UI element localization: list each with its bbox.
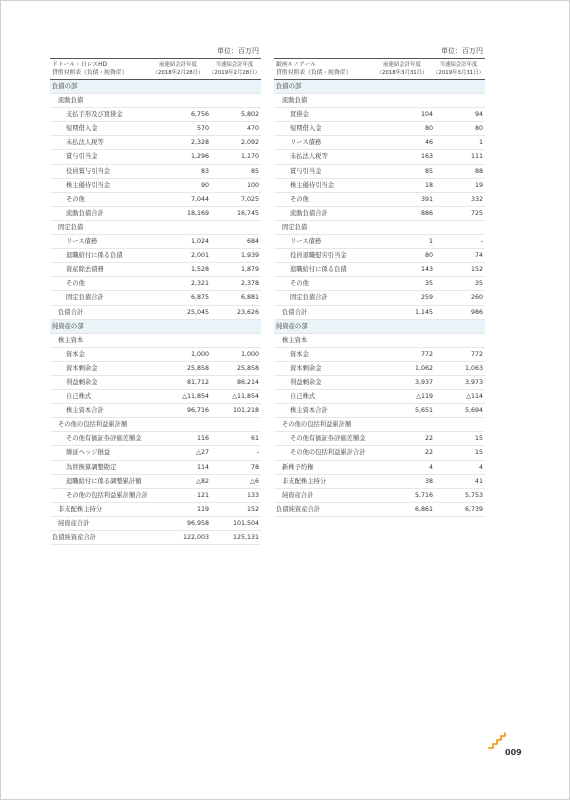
row-label: 負債合計 bbox=[58, 308, 84, 316]
prev-period-value: 1 bbox=[428, 238, 433, 246]
company-name: 銀座ルノアール bbox=[276, 62, 317, 68]
table-row bbox=[274, 348, 485, 362]
section-row bbox=[274, 80, 485, 94]
table-row bbox=[50, 404, 261, 418]
row-label: その他の包括利益累計額合計 bbox=[66, 491, 148, 499]
curr-period-value: 5,802 bbox=[240, 111, 259, 119]
curr-period-value: △114 bbox=[466, 393, 483, 401]
row-label: その他の包括利益累計額 bbox=[282, 421, 352, 429]
curr-period-value: 35 bbox=[474, 280, 483, 288]
prev-period-value: 85 bbox=[424, 167, 433, 175]
row-label: 株主資本合計 bbox=[290, 407, 328, 415]
row-label: リース債務 bbox=[290, 139, 322, 147]
table-row bbox=[274, 418, 485, 432]
table-row bbox=[274, 221, 485, 235]
curr-period-date: （2019年3月31日） bbox=[433, 70, 484, 76]
row-label: 退職給付に係る調整累計額 bbox=[66, 477, 142, 485]
prev-period-value: 121 bbox=[196, 491, 209, 499]
table-row bbox=[274, 390, 485, 404]
section-row bbox=[50, 320, 261, 334]
row-label: 資本金 bbox=[66, 350, 85, 358]
table-row bbox=[50, 376, 261, 390]
curr-period-value: 111 bbox=[470, 153, 483, 161]
curr-period-value: 74 bbox=[474, 252, 483, 260]
prev-period-value: 1,062 bbox=[414, 364, 433, 372]
row-label: 負債純資産合計 bbox=[276, 505, 321, 513]
section-row bbox=[274, 320, 485, 334]
curr-period-value: 152 bbox=[470, 266, 483, 274]
table-row bbox=[274, 277, 485, 291]
curr-period-value: 2,092 bbox=[240, 139, 259, 147]
table-row bbox=[50, 235, 261, 249]
curr-period-value: 5,694 bbox=[464, 407, 483, 415]
curr-period-value: 4 bbox=[478, 463, 483, 471]
row-label: 自己株式 bbox=[66, 393, 92, 401]
prev-period-value: 1,528 bbox=[190, 266, 209, 274]
table-row bbox=[274, 376, 485, 390]
row-label: 資産除去債務 bbox=[66, 266, 104, 274]
row-label: 役員賞与引当金 bbox=[66, 167, 111, 175]
table-row bbox=[50, 221, 261, 235]
table-header bbox=[50, 58, 261, 80]
page-number: 009 bbox=[505, 748, 522, 757]
curr-period-value: 15 bbox=[474, 435, 483, 443]
row-label: 流動負債 bbox=[282, 97, 308, 105]
table-title bbox=[276, 61, 351, 77]
table-row bbox=[274, 108, 485, 122]
prev-period-value: 1,296 bbox=[190, 153, 209, 161]
prev-period-value: 80 bbox=[424, 252, 433, 260]
curr-period-value: 15 bbox=[474, 449, 483, 457]
table-row bbox=[274, 122, 485, 136]
curr-period-value: 85 bbox=[250, 167, 259, 175]
curr-period-value: 1,879 bbox=[240, 266, 259, 274]
table-row bbox=[274, 306, 485, 320]
table-row bbox=[274, 150, 485, 164]
table-row bbox=[50, 277, 261, 291]
prev-period-value: 1,000 bbox=[190, 350, 209, 358]
row-label: 短期借入金 bbox=[66, 125, 98, 133]
unit-label: 単位：百万円 bbox=[441, 47, 483, 55]
row-label: 株主資本 bbox=[58, 336, 84, 344]
curr-period-value: - bbox=[480, 238, 483, 246]
row-label: 株主資本 bbox=[282, 336, 308, 344]
row-label: その他有価証券評価差額金 bbox=[66, 435, 142, 443]
row-label: 純資産の部 bbox=[276, 322, 308, 330]
prev-period-date: （2018年3月31日） bbox=[376, 70, 428, 76]
row-label: 固定負債合計 bbox=[66, 294, 104, 302]
prev-period-value: 886 bbox=[420, 209, 433, 217]
section-row bbox=[50, 80, 261, 94]
table-row bbox=[274, 193, 485, 207]
prev-period-value: 25,858 bbox=[186, 364, 209, 372]
curr-period-value: 152 bbox=[246, 505, 259, 513]
curr-period-value: △6 bbox=[250, 477, 259, 485]
prev-period-value: 772 bbox=[420, 350, 433, 358]
table-row bbox=[50, 291, 261, 305]
curr-period-value: 986 bbox=[470, 308, 483, 316]
table-row bbox=[50, 179, 261, 193]
row-label: 未払法人税等 bbox=[66, 139, 104, 147]
prev-period-value: 90 bbox=[200, 181, 209, 189]
curr-period-value: 86,214 bbox=[236, 378, 259, 386]
table-row bbox=[50, 531, 261, 545]
row-label: 未払法人税等 bbox=[290, 153, 328, 161]
curr-period-value: 1,939 bbox=[240, 252, 259, 260]
prev-period-value: 35 bbox=[424, 280, 433, 288]
row-label: 流動負債合計 bbox=[290, 209, 328, 217]
row-label: 退職給付に係る負債 bbox=[66, 252, 123, 260]
curr-period-value: 19 bbox=[474, 181, 483, 189]
row-label: 固定負債合計 bbox=[290, 294, 328, 302]
prev-period-value: 2,321 bbox=[190, 280, 209, 288]
row-label: 負債の部 bbox=[276, 83, 302, 90]
row-label: 純資産合計 bbox=[58, 519, 90, 527]
statement-title: 貸借対照表（負債・純資産） bbox=[276, 70, 352, 76]
table-row bbox=[274, 249, 485, 263]
table-row bbox=[50, 136, 261, 150]
row-label: 利益剰余金 bbox=[66, 378, 98, 386]
row-label: 資本剰余金 bbox=[66, 364, 98, 372]
prev-period-value: 1,145 bbox=[414, 308, 433, 316]
table-row bbox=[274, 136, 485, 150]
table-row bbox=[50, 418, 261, 432]
curr-period-value: 61 bbox=[250, 435, 259, 443]
curr-period-value: 41 bbox=[474, 477, 483, 485]
prev-period-value: 122,003 bbox=[182, 534, 209, 541]
table-row bbox=[274, 235, 485, 249]
curr-period-value: 101,218 bbox=[232, 407, 259, 415]
prev-period-value: 96,958 bbox=[186, 519, 209, 527]
curr-period-value: 2,378 bbox=[240, 280, 259, 288]
curr-period-value: 260 bbox=[470, 294, 483, 302]
prev-period-value: 116 bbox=[196, 435, 209, 443]
table-row bbox=[274, 475, 485, 489]
table-row bbox=[50, 362, 261, 376]
statement-title: 貸借対照表（負債・純資産） bbox=[52, 70, 128, 76]
curr-period-value: 470 bbox=[246, 125, 259, 133]
curr-period-value: - bbox=[256, 449, 259, 457]
table-row bbox=[50, 193, 261, 207]
table-header bbox=[274, 58, 485, 80]
table-row bbox=[50, 390, 261, 404]
row-label: 役員退職慰労引当金 bbox=[290, 252, 347, 260]
prev-period-value: 18 bbox=[424, 181, 433, 189]
table-row bbox=[50, 108, 261, 122]
curr-period-value: 25,858 bbox=[236, 364, 259, 372]
prev-period-value: 143 bbox=[420, 266, 433, 274]
curr-period-label: 当連結会計年度 bbox=[439, 62, 478, 68]
row-label: 新株予約権 bbox=[282, 463, 314, 471]
row-label: 流動負債 bbox=[58, 97, 84, 105]
row-label: 負債合計 bbox=[282, 308, 308, 316]
row-label: 為替換算調整勘定 bbox=[66, 463, 117, 471]
row-label: 株主優待引当金 bbox=[290, 181, 335, 189]
row-label: 非支配株主持分 bbox=[282, 477, 327, 485]
row-label: リース債務 bbox=[290, 238, 322, 246]
prev-period-value: 83 bbox=[200, 167, 209, 175]
prev-period-value: 2,328 bbox=[190, 139, 209, 147]
row-label: その他の包括利益累計額 bbox=[58, 421, 128, 429]
prev-period-value: 1,024 bbox=[190, 238, 209, 246]
prev-period-value: 96,716 bbox=[186, 407, 209, 415]
curr-period-value: 1 bbox=[478, 139, 483, 147]
table-row bbox=[50, 334, 261, 348]
prev-period-value: 114 bbox=[196, 463, 209, 471]
table-row bbox=[50, 432, 261, 446]
table-row bbox=[274, 94, 485, 108]
row-label: 固定負債 bbox=[58, 223, 84, 231]
curr-period-value: 88 bbox=[474, 167, 483, 175]
prev-period-value: △27 bbox=[196, 449, 209, 457]
curr-period-value: 16,745 bbox=[236, 209, 259, 217]
prev-period-value: 6,875 bbox=[190, 294, 209, 302]
table-row bbox=[274, 404, 485, 418]
prev-period-value: 163 bbox=[420, 153, 433, 161]
table-row bbox=[274, 179, 485, 193]
table-row bbox=[50, 503, 261, 517]
curr-period-value: 94 bbox=[474, 111, 483, 119]
prev-period-value: 5,716 bbox=[414, 491, 433, 499]
prev-period-header bbox=[148, 61, 208, 77]
table-row bbox=[274, 461, 485, 475]
table-row bbox=[274, 291, 485, 305]
row-label: その他 bbox=[66, 280, 85, 288]
prev-period-value: 2,001 bbox=[190, 252, 209, 260]
prev-period-value: 570 bbox=[196, 125, 209, 133]
table-row bbox=[50, 306, 261, 320]
row-label: 繰延ヘッジ損益 bbox=[66, 449, 111, 457]
row-label: 退職給付に係る負債 bbox=[290, 266, 347, 274]
prev-period-header bbox=[372, 61, 432, 77]
prev-period-value: 81,712 bbox=[186, 378, 209, 386]
curr-period-value: 7,025 bbox=[240, 195, 259, 203]
table-row bbox=[274, 207, 485, 221]
prev-period-value: 38 bbox=[424, 477, 433, 485]
curr-period-value: 6,881 bbox=[240, 294, 259, 302]
row-label: その他 bbox=[66, 195, 85, 203]
prev-period-value: 6,756 bbox=[190, 111, 209, 119]
row-label: 株主資本合計 bbox=[66, 407, 104, 415]
row-label: 賞与引当金 bbox=[66, 153, 98, 161]
row-label: 買掛金 bbox=[290, 111, 309, 119]
row-label: 資本剰余金 bbox=[290, 364, 322, 372]
curr-period-value: 332 bbox=[470, 195, 483, 203]
table-row bbox=[50, 446, 261, 460]
prev-period-value: 80 bbox=[424, 125, 433, 133]
row-label: 純資産の部 bbox=[52, 322, 84, 330]
row-label: その他 bbox=[290, 280, 309, 288]
row-label: 資本金 bbox=[290, 350, 309, 358]
row-label: その他有価証券評価差額金 bbox=[290, 435, 366, 443]
curr-period-value: 6,739 bbox=[464, 505, 483, 513]
prev-period-value: 104 bbox=[420, 111, 433, 119]
row-label: 非支配株主持分 bbox=[58, 505, 103, 513]
curr-period-value: 1,063 bbox=[464, 364, 483, 372]
table-row bbox=[50, 489, 261, 503]
table-row bbox=[274, 432, 485, 446]
row-label: 自己株式 bbox=[290, 393, 316, 401]
curr-period-value: 133 bbox=[246, 491, 259, 499]
prev-period-value: 4 bbox=[428, 463, 433, 471]
left-balance-sheet bbox=[50, 46, 261, 545]
curr-period-value: 80 bbox=[474, 125, 483, 133]
row-label: 株主優待引当金 bbox=[66, 181, 111, 189]
prev-period-value: 25,045 bbox=[186, 308, 209, 316]
table-row bbox=[274, 263, 485, 277]
table-body bbox=[274, 80, 485, 517]
prev-period-value: △119 bbox=[416, 393, 433, 401]
curr-period-value: 78 bbox=[250, 463, 259, 471]
row-label: 支払手形及び買掛金 bbox=[66, 111, 123, 119]
row-label: 固定負債 bbox=[282, 223, 308, 231]
curr-period-label: 当連結会計年度 bbox=[215, 62, 254, 68]
prev-period-value: 22 bbox=[424, 435, 433, 443]
curr-period-value: 5,753 bbox=[464, 491, 483, 499]
prev-period-value: △11,854 bbox=[182, 393, 209, 401]
curr-period-value: 725 bbox=[470, 209, 483, 217]
right-balance-sheet bbox=[274, 46, 485, 517]
prev-period-date: （2018年2月28日） bbox=[152, 70, 204, 76]
table-row bbox=[274, 334, 485, 348]
table-body bbox=[50, 80, 261, 545]
prev-period-value: 22 bbox=[424, 449, 433, 457]
prev-period-label: 前連結会計年度 bbox=[159, 62, 197, 68]
table-row bbox=[50, 150, 261, 164]
curr-period-value: 684 bbox=[246, 238, 259, 246]
prev-period-value: 6,861 bbox=[414, 505, 433, 513]
table-row bbox=[50, 475, 261, 489]
table-row bbox=[274, 362, 485, 376]
table-row bbox=[50, 348, 261, 362]
curr-period-header bbox=[432, 61, 485, 77]
curr-period-value: 101,504 bbox=[232, 519, 259, 527]
row-label: その他の包括利益累計合計 bbox=[290, 449, 366, 457]
company-name: ドトール・日レスHD bbox=[52, 62, 107, 68]
curr-period-value: 125,131 bbox=[232, 534, 259, 541]
curr-period-value: △11,854 bbox=[232, 393, 259, 401]
table-row bbox=[50, 94, 261, 108]
curr-period-value: 3,973 bbox=[464, 378, 483, 386]
table-row bbox=[50, 165, 261, 179]
row-label: リース債務 bbox=[66, 238, 98, 246]
prev-period-value: 259 bbox=[420, 294, 433, 302]
row-label: その他 bbox=[290, 195, 309, 203]
table-row bbox=[50, 207, 261, 221]
prev-period-value: 46 bbox=[424, 139, 433, 147]
prev-period-value: 5,651 bbox=[414, 407, 433, 415]
prev-period-value: 391 bbox=[420, 195, 433, 203]
table-row bbox=[50, 263, 261, 277]
row-label: 負債純資産合計 bbox=[52, 534, 97, 541]
row-label: 利益剰余金 bbox=[290, 378, 322, 386]
curr-period-date: （2019年2月28日） bbox=[209, 70, 260, 76]
prev-period-label: 前連結会計年度 bbox=[383, 62, 421, 68]
row-label: 短期借入金 bbox=[290, 125, 322, 133]
table-row bbox=[274, 489, 485, 503]
table-row bbox=[274, 446, 485, 460]
curr-period-value: 772 bbox=[470, 350, 483, 358]
row-label: 流動負債合計 bbox=[66, 209, 104, 217]
table-row bbox=[50, 517, 261, 531]
table-row bbox=[274, 503, 485, 517]
table-row bbox=[50, 249, 261, 263]
table-row bbox=[50, 122, 261, 136]
row-label: 賞与引当金 bbox=[290, 167, 322, 175]
row-label: 負債の部 bbox=[52, 83, 78, 90]
curr-period-value: 23,626 bbox=[236, 308, 259, 316]
row-label: 純資産合計 bbox=[282, 491, 314, 499]
prev-period-value: 119 bbox=[196, 505, 209, 513]
prev-period-value: 7,044 bbox=[190, 195, 209, 203]
table-row bbox=[50, 461, 261, 475]
table-title bbox=[52, 61, 127, 77]
curr-period-value: 1,000 bbox=[240, 350, 259, 358]
curr-period-header bbox=[208, 61, 261, 77]
prev-period-value: △82 bbox=[196, 477, 209, 485]
curr-period-value: 100 bbox=[246, 181, 259, 189]
prev-period-value: 3,937 bbox=[414, 378, 433, 386]
table-row bbox=[274, 165, 485, 179]
unit-label: 単位：百万円 bbox=[217, 47, 259, 55]
curr-period-value: 1,170 bbox=[240, 153, 259, 161]
prev-period-value: 18,169 bbox=[186, 209, 209, 217]
